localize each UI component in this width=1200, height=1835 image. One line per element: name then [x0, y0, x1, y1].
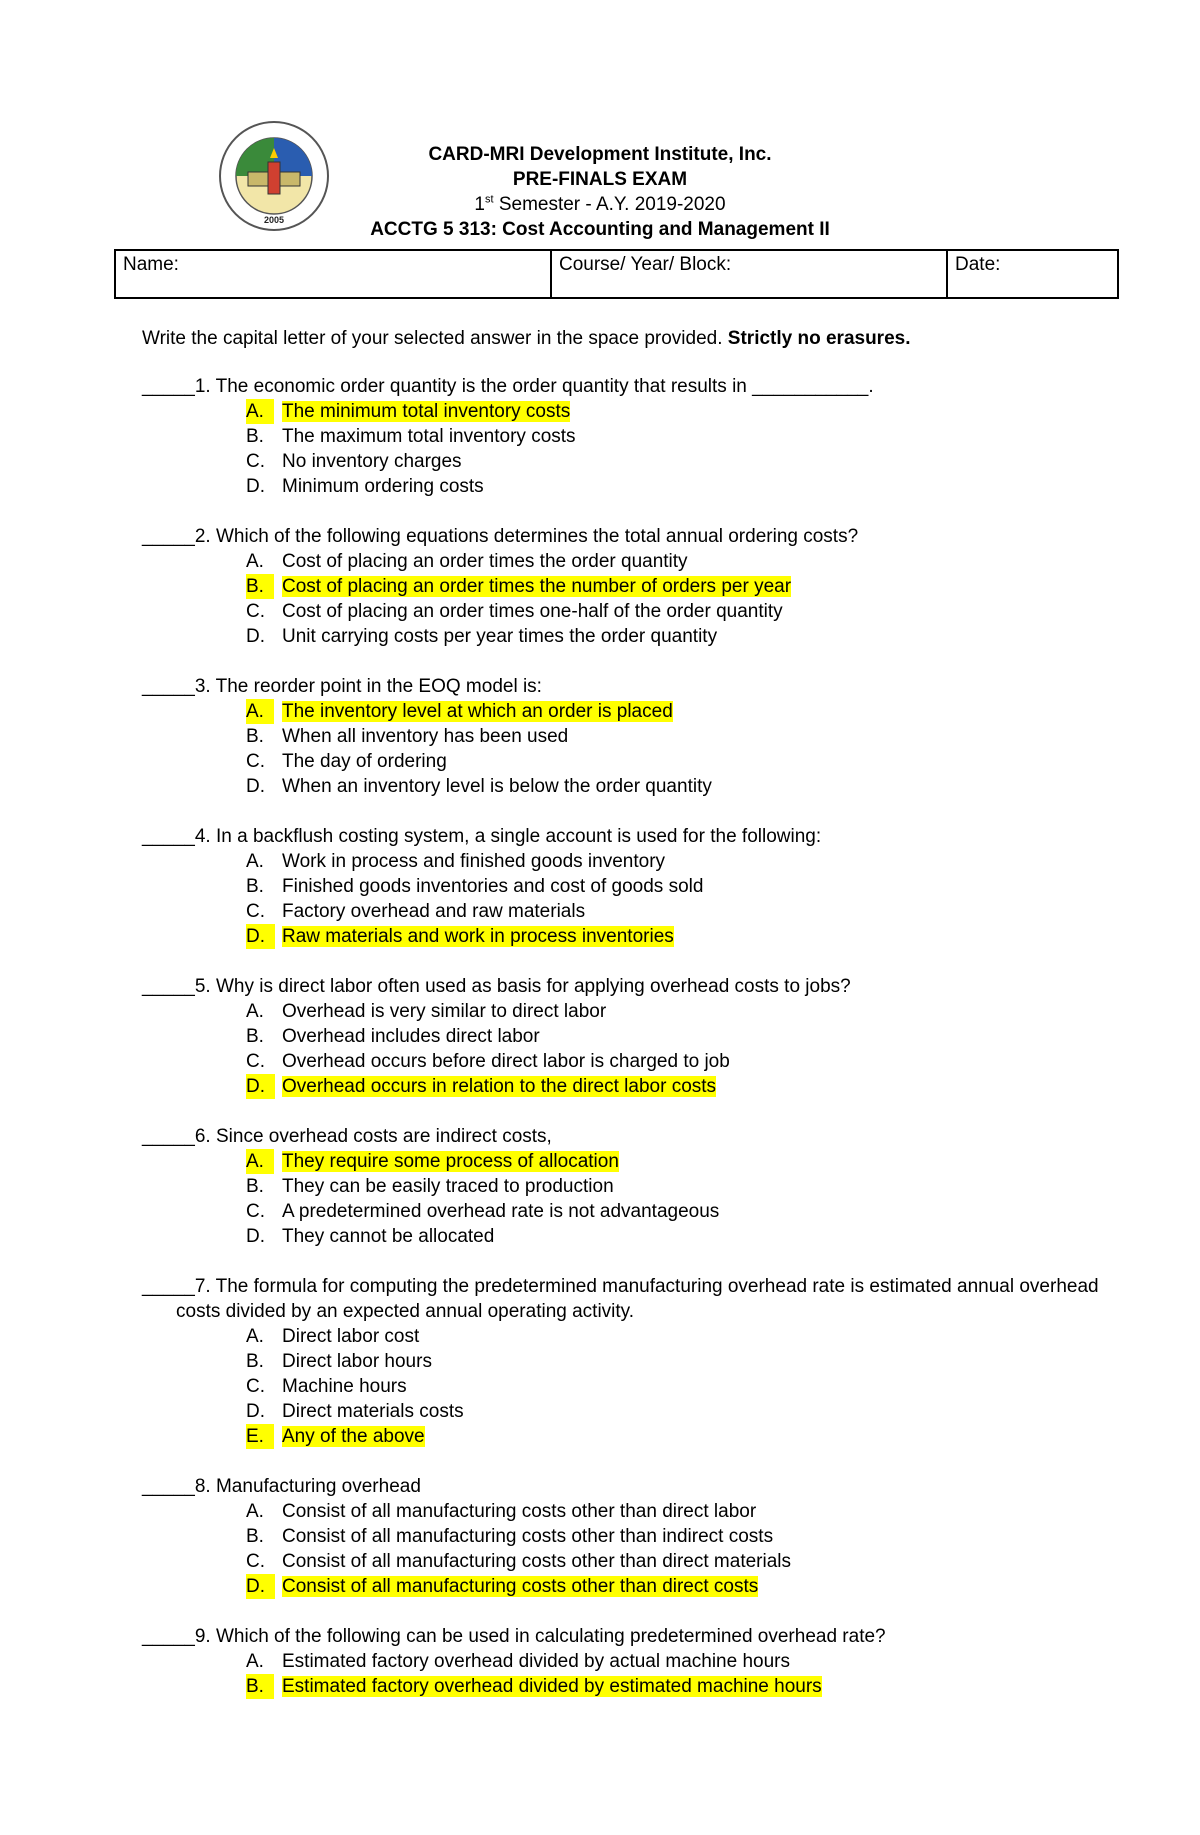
choice [142, 1349, 1102, 1374]
choice [142, 549, 1102, 574]
choice-list [142, 1324, 1102, 1449]
answer-blank[interactable]: _____ [142, 976, 195, 997]
choice-text: They require some process of allocation [282, 1151, 619, 1172]
question-6 [142, 1124, 1102, 1249]
choice-highlighted [142, 574, 1102, 599]
question-7 [142, 1274, 1102, 1449]
semester-suffix: st [484, 193, 494, 206]
semester-number: 1 [474, 194, 485, 215]
choice-text: The maximum total inventory costs [282, 426, 576, 447]
choice-highlighted [142, 399, 1102, 424]
choice [142, 1174, 1102, 1199]
choice-letter: C. [246, 1376, 265, 1397]
question-3 [142, 674, 1102, 799]
question-stem [142, 674, 1102, 699]
choice-text: Direct materials costs [282, 1401, 464, 1422]
question-number: 9. [194, 1626, 211, 1647]
student-info-table [114, 249, 1119, 299]
question-list [142, 374, 1102, 1724]
choice-letter: D. [246, 1401, 265, 1422]
choice-letter: C. [246, 451, 265, 472]
question-number: 2. [194, 526, 211, 547]
choice [142, 999, 1102, 1024]
choice-highlighted [142, 1574, 1102, 1599]
question-text: Which of the following equations determines the total annual ordering costs? [210, 526, 859, 547]
choice [142, 1524, 1102, 1549]
choice-letter: B. [246, 876, 264, 897]
question-number: 3. [194, 676, 211, 697]
choice-text: Cost of placing an order times one-half of the order quantity [282, 601, 783, 622]
question-stem [142, 974, 1102, 999]
instructions [142, 326, 911, 351]
choice-letter: A. [246, 699, 274, 724]
choice-highlighted [142, 1074, 1102, 1099]
svg-text:2005: 2005 [263, 215, 285, 225]
choice-text: Estimated factory overhead divided by actual machine hours [282, 1651, 790, 1672]
answer-blank[interactable]: _____ [142, 1626, 195, 1647]
answer-blank[interactable]: _____ [142, 1126, 195, 1147]
choice-letter: D. [246, 626, 265, 647]
answer-blank[interactable]: _____ [142, 1476, 195, 1497]
choice-letter: B. [246, 1351, 264, 1372]
choice-list [142, 549, 1102, 649]
choice-list [142, 1149, 1102, 1249]
choice-letter: D. [246, 776, 265, 797]
question-number: 7. [194, 1276, 211, 1297]
exam-header [0, 142, 1200, 242]
choice [142, 1224, 1102, 1249]
question-text: Since overhead costs are indirect costs, [210, 1126, 552, 1147]
choice-letter: D. [246, 1574, 275, 1599]
choice [142, 1199, 1102, 1224]
choice-letter: C. [246, 1201, 265, 1222]
choice-list [142, 1499, 1102, 1599]
choice-text: Any of the above [282, 1426, 425, 1447]
choice-text: Direct labor cost [282, 1326, 420, 1347]
choice-highlighted [142, 1674, 1102, 1699]
course-year-block-field[interactable] [551, 250, 947, 298]
exam-title: PRE-FINALS EXAM [512, 169, 688, 190]
question-8 [142, 1474, 1102, 1599]
question-text: Which of the following can be used in calculating predetermined overhead rate? [210, 1626, 886, 1647]
choice-highlighted [142, 1424, 1102, 1449]
question-stem [142, 524, 1102, 549]
choice-letter: D. [246, 1074, 275, 1099]
choice-text: Cost of placing an order times the number of orders per year [282, 576, 792, 597]
choice [142, 1374, 1102, 1399]
date-field[interactable] [947, 250, 1118, 298]
instructions-emphasis: Strictly no erasures. [727, 328, 911, 349]
choice-text: Machine hours [282, 1376, 407, 1397]
choice-text: Overhead includes direct labor [282, 1026, 540, 1047]
choice-letter: D. [246, 476, 265, 497]
choice-text: Consist of all manufacturing costs other than direct materials [282, 1551, 792, 1572]
choice-list [142, 999, 1102, 1099]
question-text: Why is direct labor often used as basis for applying overhead costs to jobs? [210, 976, 851, 997]
choice-text: Overhead occurs in relation to the direct labor costs [282, 1076, 717, 1097]
choice-text: Factory overhead and raw materials [282, 901, 586, 922]
choice-letter: D. [246, 924, 275, 949]
choice-letter: A. [246, 551, 264, 572]
choice-text: Work in process and finished goods inventory [282, 851, 666, 872]
choice [142, 774, 1102, 799]
question-1 [142, 374, 1102, 499]
choice [142, 1649, 1102, 1674]
course-label: Course/ Year/ Block: [559, 254, 732, 275]
choice-text: When all inventory has been used [282, 726, 569, 747]
choice [142, 1499, 1102, 1524]
choice [142, 474, 1102, 499]
choice-letter: C. [246, 1051, 265, 1072]
name-field[interactable] [115, 250, 551, 298]
question-2 [142, 524, 1102, 649]
choice-letter: B. [246, 1026, 264, 1047]
choice-text: The day of ordering [282, 751, 447, 772]
answer-blank[interactable]: _____ [142, 1276, 195, 1297]
choice [142, 724, 1102, 749]
question-5 [142, 974, 1102, 1099]
choice-text: Overhead is very similar to direct labor [282, 1001, 607, 1022]
choice-text: No inventory charges [282, 451, 462, 472]
question-stem [142, 1274, 1102, 1324]
question-stem [142, 824, 1102, 849]
choice-letter: C. [246, 751, 265, 772]
choice-highlighted [142, 1149, 1102, 1174]
question-stem [142, 1124, 1102, 1149]
choice-text: Unit carrying costs per year times the order quantity [282, 626, 718, 647]
choice-text: Raw materials and work in process inventories [282, 926, 674, 947]
question-number: 1. [194, 376, 211, 397]
date-label: Date: [955, 254, 1001, 275]
question-4 [142, 824, 1102, 949]
question-text: The economic order quantity is the order quantity that results in ___________. [210, 376, 874, 397]
institute-name: CARD-MRI Development Institute, Inc. [428, 144, 772, 165]
choice-letter: C. [246, 901, 265, 922]
choice [142, 874, 1102, 899]
choice-text: Direct labor hours [282, 1351, 432, 1372]
question-stem [142, 1474, 1102, 1499]
choice-text: The minimum total inventory costs [282, 401, 571, 422]
choice-highlighted [142, 924, 1102, 949]
choice [142, 1324, 1102, 1349]
choice [142, 899, 1102, 924]
question-stem [142, 374, 1102, 399]
semester-text: Semester - A.Y. 2019-2020 [493, 194, 726, 215]
course-title: ACCTG 5 313: Cost Accounting and Management II [370, 219, 830, 240]
answer-blank[interactable]: _____ [142, 826, 195, 847]
choice-letter: A. [246, 1651, 264, 1672]
question-number: 6. [194, 1126, 211, 1147]
choice-letter: A. [246, 399, 274, 424]
choice-text: Overhead occurs before direct labor is charged to job [282, 1051, 730, 1072]
choice-letter: D. [246, 1226, 265, 1247]
question-9 [142, 1624, 1102, 1699]
answer-blank[interactable]: _____ [142, 676, 195, 697]
choice [142, 1549, 1102, 1574]
choice [142, 599, 1102, 624]
choice [142, 849, 1102, 874]
choice-letter: B. [246, 1176, 264, 1197]
choice-letter: B. [246, 426, 264, 447]
choice-text: Estimated factory overhead divided by estimated machine hours [282, 1676, 822, 1697]
question-number: 8. [194, 1476, 211, 1497]
choice-text: Consist of all manufacturing costs other than indirect costs [282, 1526, 774, 1547]
choice-text: A predetermined overhead rate is not advantageous [282, 1201, 720, 1222]
choice-letter: B. [246, 574, 274, 599]
name-label: Name: [123, 254, 179, 275]
choice-letter: E. [246, 1424, 274, 1449]
question-text: In a backflush costing system, a single account is used for the following: [210, 826, 822, 847]
choice [142, 749, 1102, 774]
choice-list [142, 849, 1102, 949]
choice-letter: A. [246, 1001, 264, 1022]
choice-text: They cannot be allocated [282, 1226, 495, 1247]
choice-list [142, 699, 1102, 799]
choice-letter: C. [246, 1551, 265, 1572]
choice [142, 424, 1102, 449]
choice-letter: A. [246, 1501, 264, 1522]
choice-text: When an inventory level is below the order quantity [282, 776, 712, 797]
choice-text: The inventory level at which an order is placed [282, 701, 673, 722]
choice-text: They can be easily traced to production [282, 1176, 614, 1197]
choice [142, 449, 1102, 474]
answer-blank[interactable]: _____ [142, 526, 195, 547]
answer-blank[interactable]: _____ [142, 376, 195, 397]
choice-list [142, 399, 1102, 499]
question-number: 4. [194, 826, 211, 847]
choice-text: Cost of placing an order times the order quantity [282, 551, 688, 572]
choice-letter: B. [246, 1526, 264, 1547]
choice-list [142, 1649, 1102, 1699]
choice-highlighted [142, 699, 1102, 724]
choice-letter: A. [246, 1326, 264, 1347]
semester-line [0, 192, 1200, 217]
choice [142, 1024, 1102, 1049]
choice [142, 1399, 1102, 1424]
choice-text: Minimum ordering costs [282, 476, 484, 497]
choice-letter: A. [246, 851, 264, 872]
choice-text: Finished goods inventories and cost of goods sold [282, 876, 704, 897]
question-stem [142, 1624, 1102, 1649]
choice-letter: A. [246, 1149, 274, 1174]
choice-text: Consist of all manufacturing costs other than direct costs [282, 1576, 759, 1597]
question-text: The formula for computing the predetermined manufacturing overhead rate is estimated annual overhead costs divided by an expected annual operating activity. [176, 1276, 1099, 1322]
choice-text: Consist of all manufacturing costs other than direct labor [282, 1501, 757, 1522]
choice-letter: B. [246, 726, 264, 747]
question-number: 5. [194, 976, 211, 997]
instructions-text: Write the capital letter of your selected answer in the space provided. [142, 328, 728, 349]
question-text: Manufacturing overhead [210, 1476, 421, 1497]
choice [142, 624, 1102, 649]
choice [142, 1049, 1102, 1074]
question-text: The reorder point in the EOQ model is: [210, 676, 542, 697]
choice-letter: B. [246, 1674, 274, 1699]
choice-letter: C. [246, 601, 265, 622]
